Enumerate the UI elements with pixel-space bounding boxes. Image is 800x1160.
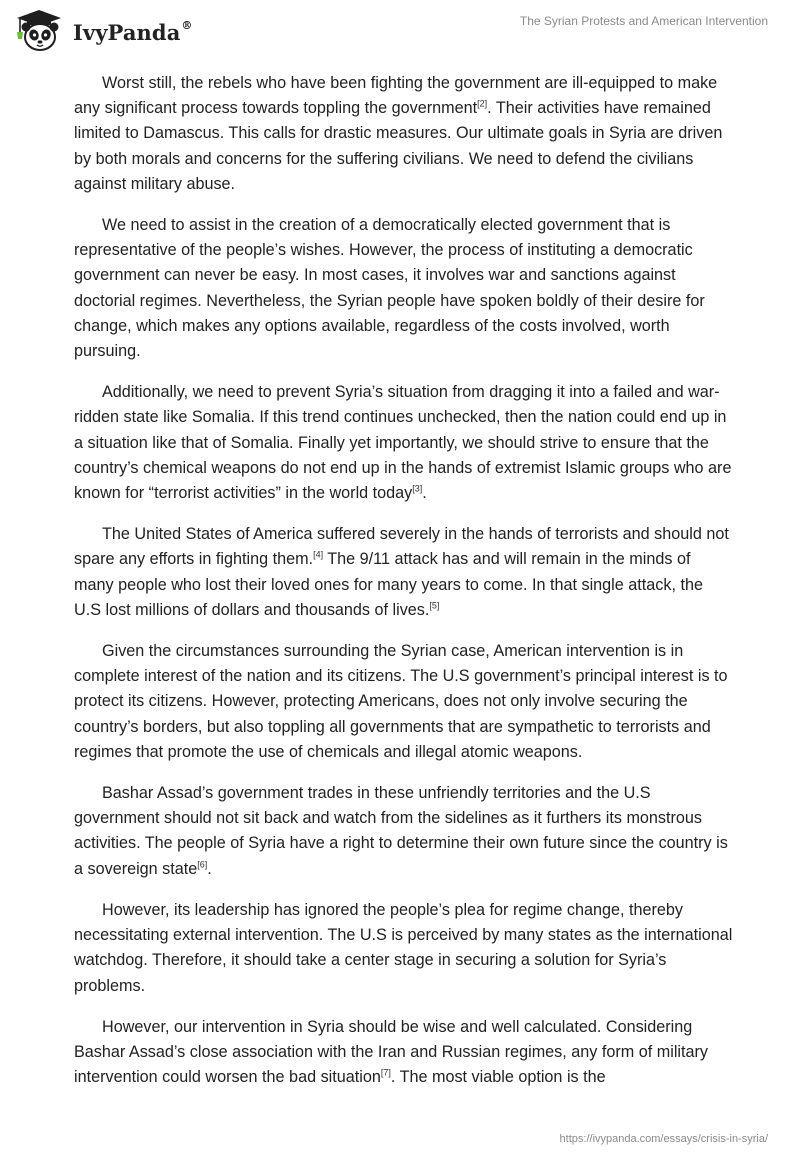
paragraph-text: The United States of America suffered severely in the hands of terrorists and should not spare any efforts in fighting them. bbox=[74, 525, 729, 569]
source-url[interactable]: https://ivypanda.com/essays/crisis-in-syria/ bbox=[559, 1133, 768, 1145]
footnote-reference[interactable]: [6] bbox=[197, 859, 208, 870]
paragraph-text: However, its leadership has ignored the people’s plea for regime change, thereby necessitating external intervention. The U.S is perceived by many states as the international watchdog. Therefore, it should take a center stage in securing a solution for Syria’s problems. bbox=[74, 900, 733, 995]
essay-paragraph bbox=[74, 71, 734, 197]
paragraph-text: We need to assist in the creation of a democratically elected government that is representative of the people’s wishes. However, the process of instituting a democratic government can never be easy. In most cases, it involves war and sanctions against doctorial regimes. Nevertheless, the Syrian people have spoken boldly of their desire for change, which makes any options available, regardless of the costs involved, worth pursuing. bbox=[74, 216, 705, 361]
paragraph-text: However, our intervention in Syria should be wise and well calculated. Considering Bashar Assad’s close association with the Iran and Russian regimes, any form of military intervention could worsen the bad situation bbox=[74, 1017, 708, 1087]
paragraph-text: . bbox=[207, 859, 212, 878]
paragraph-text: Additionally, we need to prevent Syria’s situation from dragging it into a failed and war-ridden state like Somalia. If this trend continues unchecked, then the nation could end up in a situation like that of Somalia. Finally yet importantly, we should strive to ensure that the country’s chemical weapons do not end up in the hands of extremist Islamic groups who are known for “terrorist activities” in the world today bbox=[74, 383, 732, 503]
page-header bbox=[0, 0, 800, 60]
paragraph-text: The 9/11 attack has and will remain in the minds of many people who lost their loved ones for many years to come. In that single attack, the U.S lost millions of dollars and thousands of lives. bbox=[74, 550, 703, 619]
essay-paragraph bbox=[74, 639, 734, 765]
footnote-reference[interactable]: [2] bbox=[477, 98, 488, 109]
footnote-reference[interactable]: [5] bbox=[429, 600, 440, 611]
essay-paragraph bbox=[74, 781, 734, 882]
paragraph-text: . The most viable option is the bbox=[390, 1068, 606, 1087]
paragraph-text: . bbox=[422, 484, 427, 503]
footnote-reference[interactable]: [4] bbox=[313, 550, 324, 561]
essay-paragraph bbox=[74, 898, 734, 999]
ivypanda-logo[interactable] bbox=[14, 8, 193, 54]
essay-paragraph bbox=[74, 213, 734, 364]
essay-paragraph bbox=[74, 1015, 734, 1091]
footnote-reference[interactable]: [7] bbox=[380, 1067, 391, 1078]
brand-name: IvyPanda® bbox=[73, 18, 193, 45]
essay-paragraph bbox=[74, 522, 734, 623]
paragraph-text: Bashar Assad’s government trades in these unfriendly territories and the U.S government should not sit back and watch from the sidelines as it furthers its monstrous activities. The people of Syria have a right to determine their own future since the country is a sovereign state bbox=[74, 784, 728, 878]
paragraph-text: Given the circumstances surrounding the Syrian case, American intervention is in complete interest of the nation and its citizens. The U.S government’s principal interest is to protect its citizens. However, protecting Americans, does not only involve securing the country’s borders, but also toppling all governments that are sympathetic to terrorists and regimes that promote the use of chemicals and illegal atomic weapons. bbox=[74, 642, 728, 761]
document-title: The Syrian Protests and American Intervention bbox=[519, 14, 768, 28]
essay-paragraph bbox=[74, 380, 734, 506]
paragraph-text: . Their activities have remained limited to Damascus. This calls for drastic measures. Our ultimate goals in Syria are driven by both morals and concerns for the suffering civilians. We need to defend the civilians against military abuse. bbox=[74, 99, 723, 193]
footnote-reference[interactable]: [3] bbox=[412, 483, 423, 494]
panda-graduate-icon bbox=[14, 8, 64, 54]
paragraph-text: Worst still, the rebels who have been fighting the government are ill-equipped to make any significant process towards toppling the government bbox=[74, 74, 718, 118]
essay-body bbox=[74, 71, 734, 1106]
